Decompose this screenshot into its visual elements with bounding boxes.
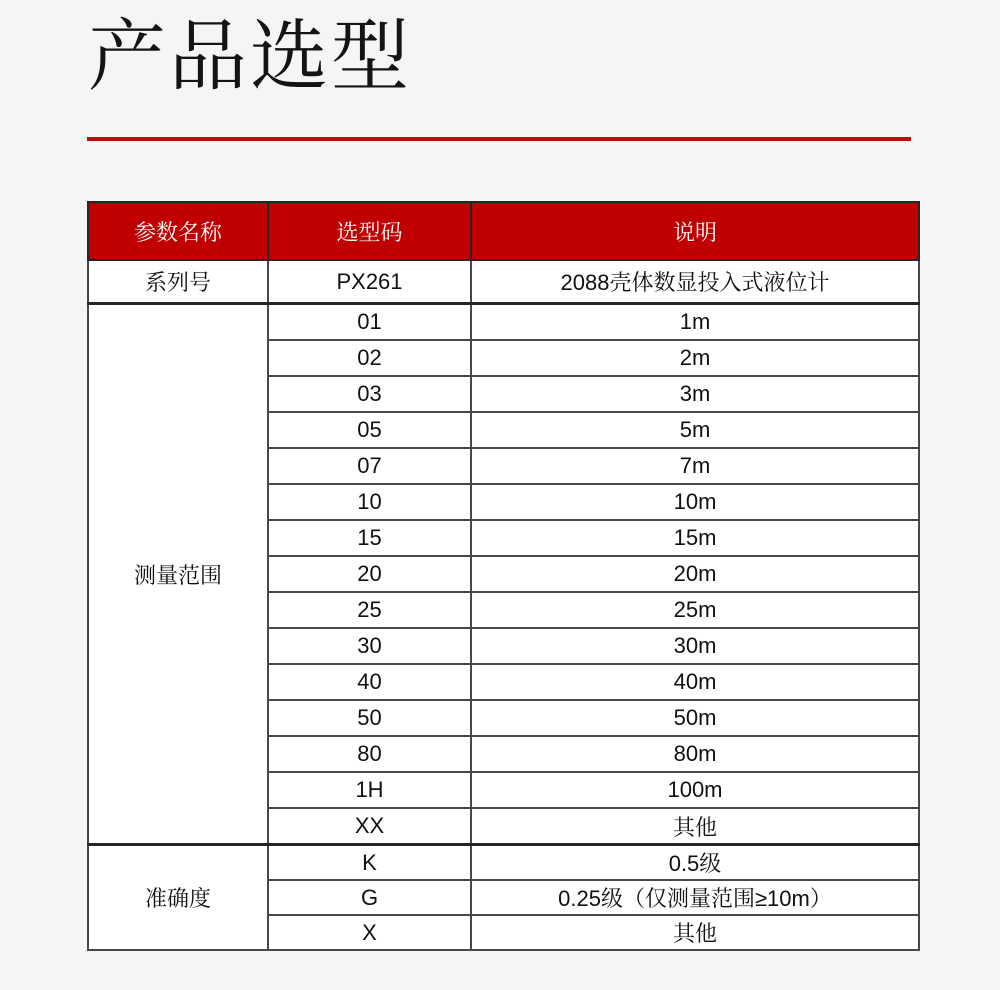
header-cell-selection-code: 选型码 (268, 202, 471, 260)
desc-cell: 50m (471, 700, 919, 736)
desc-cell: 5m (471, 412, 919, 448)
code-cell: 05 (268, 412, 471, 448)
table-row-series (88, 260, 919, 304)
desc-cell: 10m (471, 484, 919, 520)
code-cell: 10 (268, 484, 471, 520)
code-cell: K (268, 845, 471, 881)
desc-cell: 20m (471, 556, 919, 592)
desc-cell: 其他 (471, 808, 919, 845)
desc-cell: 0.25级（仅测量范围≥10m） (471, 880, 919, 915)
param-cell-accuracy: 准确度 (88, 845, 268, 951)
param-cell-series: 系列号 (88, 260, 268, 304)
table-row-range (88, 304, 919, 341)
code-cell: X (268, 915, 471, 950)
code-cell: XX (268, 808, 471, 845)
code-cell: PX261 (268, 260, 471, 304)
desc-cell: 2m (471, 340, 919, 376)
desc-cell: 2088壳体数显投入式液位计 (471, 260, 919, 304)
table-row-accuracy (88, 845, 919, 881)
code-cell: 80 (268, 736, 471, 772)
code-cell: G (268, 880, 471, 915)
desc-cell: 80m (471, 736, 919, 772)
header-cell-description: 说明 (471, 202, 919, 260)
code-cell: 07 (268, 448, 471, 484)
product-selection-table (87, 201, 920, 951)
desc-cell: 7m (471, 448, 919, 484)
desc-cell: 其他 (471, 915, 919, 950)
desc-cell: 3m (471, 376, 919, 412)
code-cell: 25 (268, 592, 471, 628)
code-cell: 40 (268, 664, 471, 700)
table-header-row (88, 202, 919, 260)
code-cell: 30 (268, 628, 471, 664)
code-cell: 20 (268, 556, 471, 592)
desc-cell: 100m (471, 772, 919, 808)
desc-cell: 40m (471, 664, 919, 700)
code-cell: 01 (268, 304, 471, 341)
title-divider-rule (87, 137, 911, 141)
code-cell: 1H (268, 772, 471, 808)
code-cell: 50 (268, 700, 471, 736)
page-title: 产品选型 (88, 12, 413, 100)
desc-cell: 15m (471, 520, 919, 556)
code-cell: 03 (268, 376, 471, 412)
param-cell-range: 测量范围 (88, 304, 268, 845)
desc-cell: 25m (471, 592, 919, 628)
code-cell: 02 (268, 340, 471, 376)
header-cell-parameter-name: 参数名称 (88, 202, 268, 260)
code-cell: 15 (268, 520, 471, 556)
desc-cell: 0.5级 (471, 845, 919, 881)
desc-cell: 30m (471, 628, 919, 664)
desc-cell: 1m (471, 304, 919, 341)
